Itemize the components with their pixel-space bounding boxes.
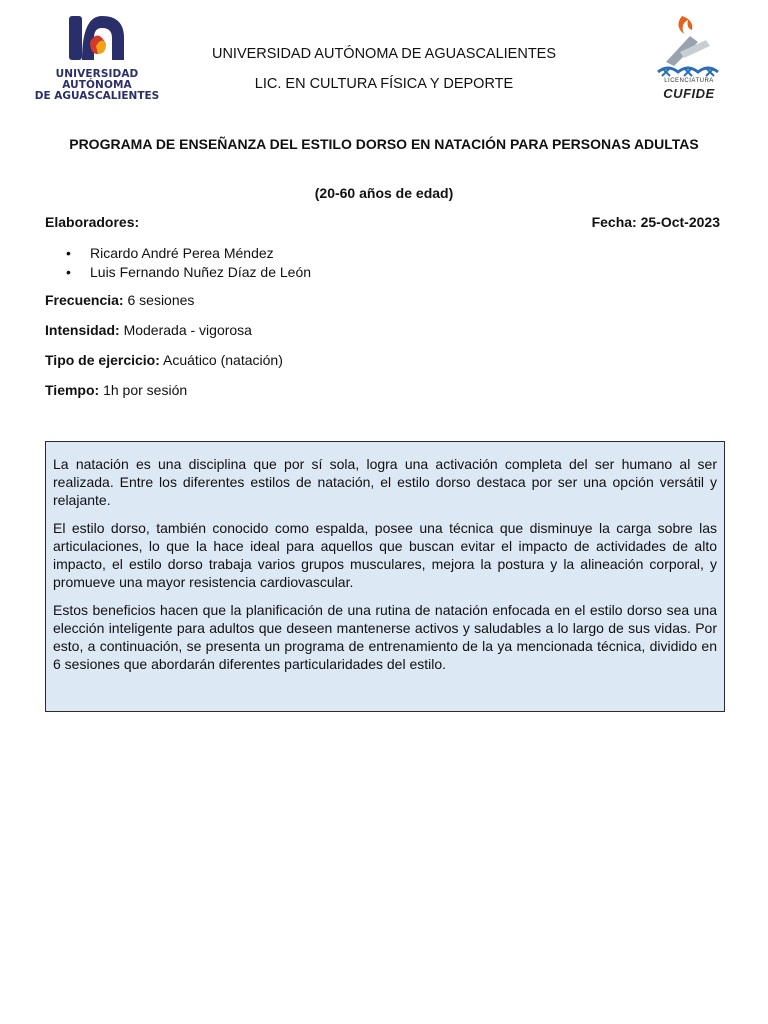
field-label: Intensidad: <box>45 322 120 338</box>
intro-paragraph: La natación es una disciplina que por sí sola, logra una activación completa del ser humano al ser realizada. Entre los diferentes estilos de natación, el estilo dorso destaca por ser una opción versátil y relajante. <box>53 456 717 508</box>
intro-box <box>45 441 725 712</box>
cufide-logo-small-text: LICENCIATURA <box>664 78 714 84</box>
field-label: Tipo de ejercicio: <box>45 352 160 368</box>
field-exercise-type <box>45 352 283 368</box>
uaa-logo-text-2: DE AGUASCALIENTES <box>34 90 160 102</box>
document-subtitle: (20-60 años de edad) <box>314 185 454 201</box>
university-name: UNIVERSIDAD AUTÓNOMA DE AGUASCALIENTES <box>211 46 557 62</box>
field-time <box>45 382 187 398</box>
field-value: Moderada - vigorosa <box>123 322 252 338</box>
program-name: LIC. EN CULTURA FÍSICA Y DEPORTE <box>254 76 514 92</box>
field-label: Tiempo: <box>45 382 100 398</box>
author-item: • Luis Fernando Nuñez Díaz de León <box>66 263 311 282</box>
authors-label: Elaboradores: <box>45 214 140 230</box>
field-intensity <box>45 322 252 338</box>
document-title: PROGRAMA DE ENSEÑANZA DEL ESTILO DORSO EN NATACIÓN PARA PERSONAS ADULTAS <box>69 136 699 152</box>
intro-paragraph: Estos beneficios hacen que la planificación de una rutina de natación enfocada en el estilo dorso sea una elección inteligente para adultos que deseen mantenerse activos y saludables a lo largo de sus vidas. Por esto, a continuación, se presenta un programa de entrenamiento de la ya mencionada técnica, dividido en 6 sesiones que abordarán diferentes particularidades del estilo. <box>53 602 717 672</box>
field-label: Frecuencia: <box>45 292 124 308</box>
uaa-logo-text-1: UNIVERSIDAD AUTÓNOMA <box>55 68 139 91</box>
intro-paragraph: El estilo dorso, también conocido como espalda, posee una técnica que disminuye la carga sobre las articulaciones, lo que la hace ideal para aquellos que buscan evitar el impacto de actividades de alto impacto, el estilo dorso trabaja varios grupos musculares, mejora la postura y la alineación corporal, y promueve una mayor resistencia cardiovascular. <box>53 520 717 590</box>
field-value: 6 sesiones <box>127 292 195 308</box>
field-value: 1h por sesión <box>103 382 188 398</box>
field-frequency <box>45 292 194 308</box>
cufide-logo-big-text: CUFIDE <box>663 86 715 101</box>
cufide-logo-icon <box>644 12 736 100</box>
field-value: Acuático (natación) <box>163 352 283 368</box>
document-date: Fecha: 25-Oct-2023 <box>591 214 720 230</box>
author-item: • Ricardo André Perea Méndez <box>66 244 311 263</box>
authors-list <box>66 244 311 282</box>
